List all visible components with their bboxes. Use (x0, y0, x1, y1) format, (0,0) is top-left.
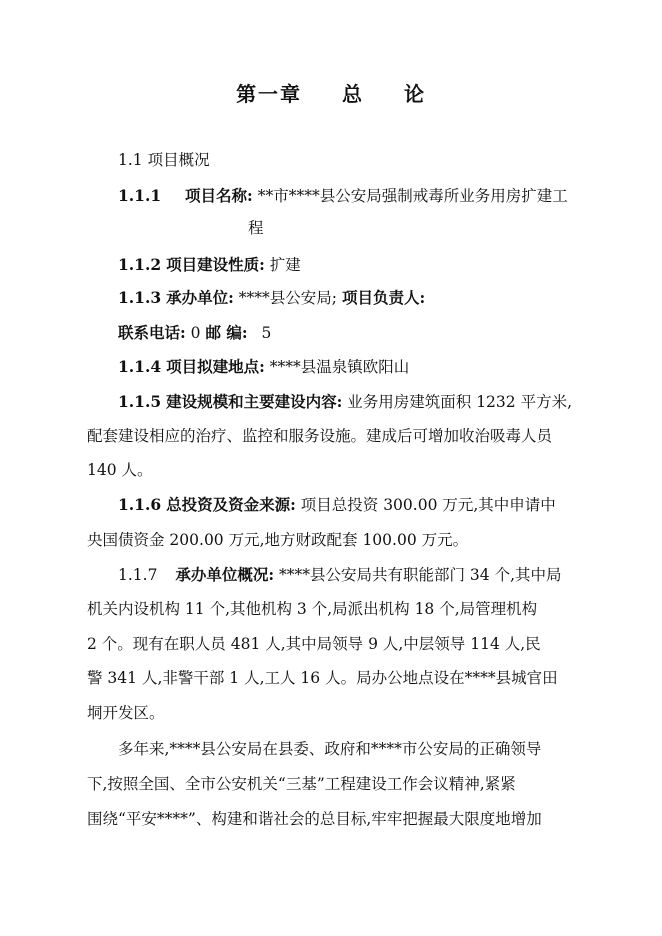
section-heading-1-1: 1.1 项目概况 (118, 151, 210, 169)
item-label: 项目建设性质: (166, 255, 265, 274)
item-1-1-1 (118, 186, 568, 206)
item-value: ****县温泉镇欧阳山 (269, 358, 410, 376)
item-1-1-5 (118, 392, 572, 412)
item-number: 1.1.1 (118, 186, 162, 205)
item-value: ****县公安局共有职能部门 34 个,其中局 (279, 566, 562, 584)
item-number: 1.1.6 (118, 495, 162, 514)
item-1-1-7-line4: 警 341 人,非警干部 1 人,工人 16 人。局办公地点设在****县城官田 (87, 669, 558, 687)
item-number: 1.1.3 (118, 288, 162, 307)
item-number: 1.1.5 (118, 392, 162, 411)
item-value: **市****县公安局强制戒毒所业务用房扩建工 (257, 187, 568, 205)
item-number: 1.1.2 (118, 255, 162, 274)
chapter-title-part3: 论 (403, 82, 426, 106)
item-1-1-1-continued: 程 (248, 219, 264, 237)
item-label: 项目拟建地点: (166, 357, 265, 376)
phone-label: 联系电话: (118, 323, 186, 342)
item-1-1-6-line2: 央国债资金 200.00 万元,地方财政配套 100.00 万元。 (87, 531, 469, 549)
phone-value: 0 (190, 324, 201, 342)
item-1-1-4 (118, 357, 409, 377)
item-label: 总投资及资金来源: (166, 495, 296, 514)
item-value: ****县公安局; (238, 289, 337, 307)
item-label: 项目名称: (185, 186, 253, 205)
item-1-1-7-line2: 机关内设机构 11 个,其他机构 3 个,局派出机构 18 个,局管理机构 (87, 600, 538, 618)
item-label: 承办单位: (166, 288, 234, 307)
item-1-1-5-line2: 配套建设相应的治疗、监控和服务设施。建成后可增加收治吸毒人员 (87, 427, 553, 445)
item-value: 扩建 (269, 256, 301, 274)
contact-line (118, 323, 271, 343)
item-1-1-6 (118, 495, 556, 515)
item-value: 项目总投资 300.00 万元,其中申请中 (300, 496, 556, 514)
item-number: 1.1.4 (118, 357, 162, 376)
paragraph-line3: 围绕“平安****”、构建和谐社会的总目标,牢牢把握最大限度地增加 (87, 810, 542, 828)
item-number: 1.1.7 (118, 566, 158, 584)
paragraph-line2: 下,按照全国、全市公安机关“三基”工程建设工作会议精神,紧紧 (87, 775, 516, 793)
chapter-title-part1: 第一章 (236, 82, 303, 106)
item-1-1-7-line3: 2 个。现有在职人员 481 人,其中局领导 9 人,中层领导 114 人,民 (87, 635, 541, 653)
item-1-1-7 (118, 565, 562, 585)
item-value: 业务用房建筑面积 1232 平方米, (347, 393, 572, 411)
item-1-1-7-line5: 垌开发区。 (87, 704, 165, 722)
item-label: 承办单位概况: (175, 565, 275, 584)
item-1-1-3 (118, 288, 425, 308)
item-1-1-2 (118, 255, 301, 275)
post-value: 5 (261, 324, 272, 342)
item-1-1-5-line3: 140 人。 (87, 461, 153, 479)
chapter-title (0, 78, 662, 107)
chapter-title-part2: 总 (342, 82, 364, 106)
post-label: 邮 编: (205, 323, 248, 342)
item-label: 建设规模和主要建设内容: (166, 392, 343, 411)
paragraph-line1: 多年来,****县公安局在县委、政府和****市公安局的正确领导 (118, 740, 542, 758)
item-label-2: 项目负责人: (341, 288, 426, 307)
